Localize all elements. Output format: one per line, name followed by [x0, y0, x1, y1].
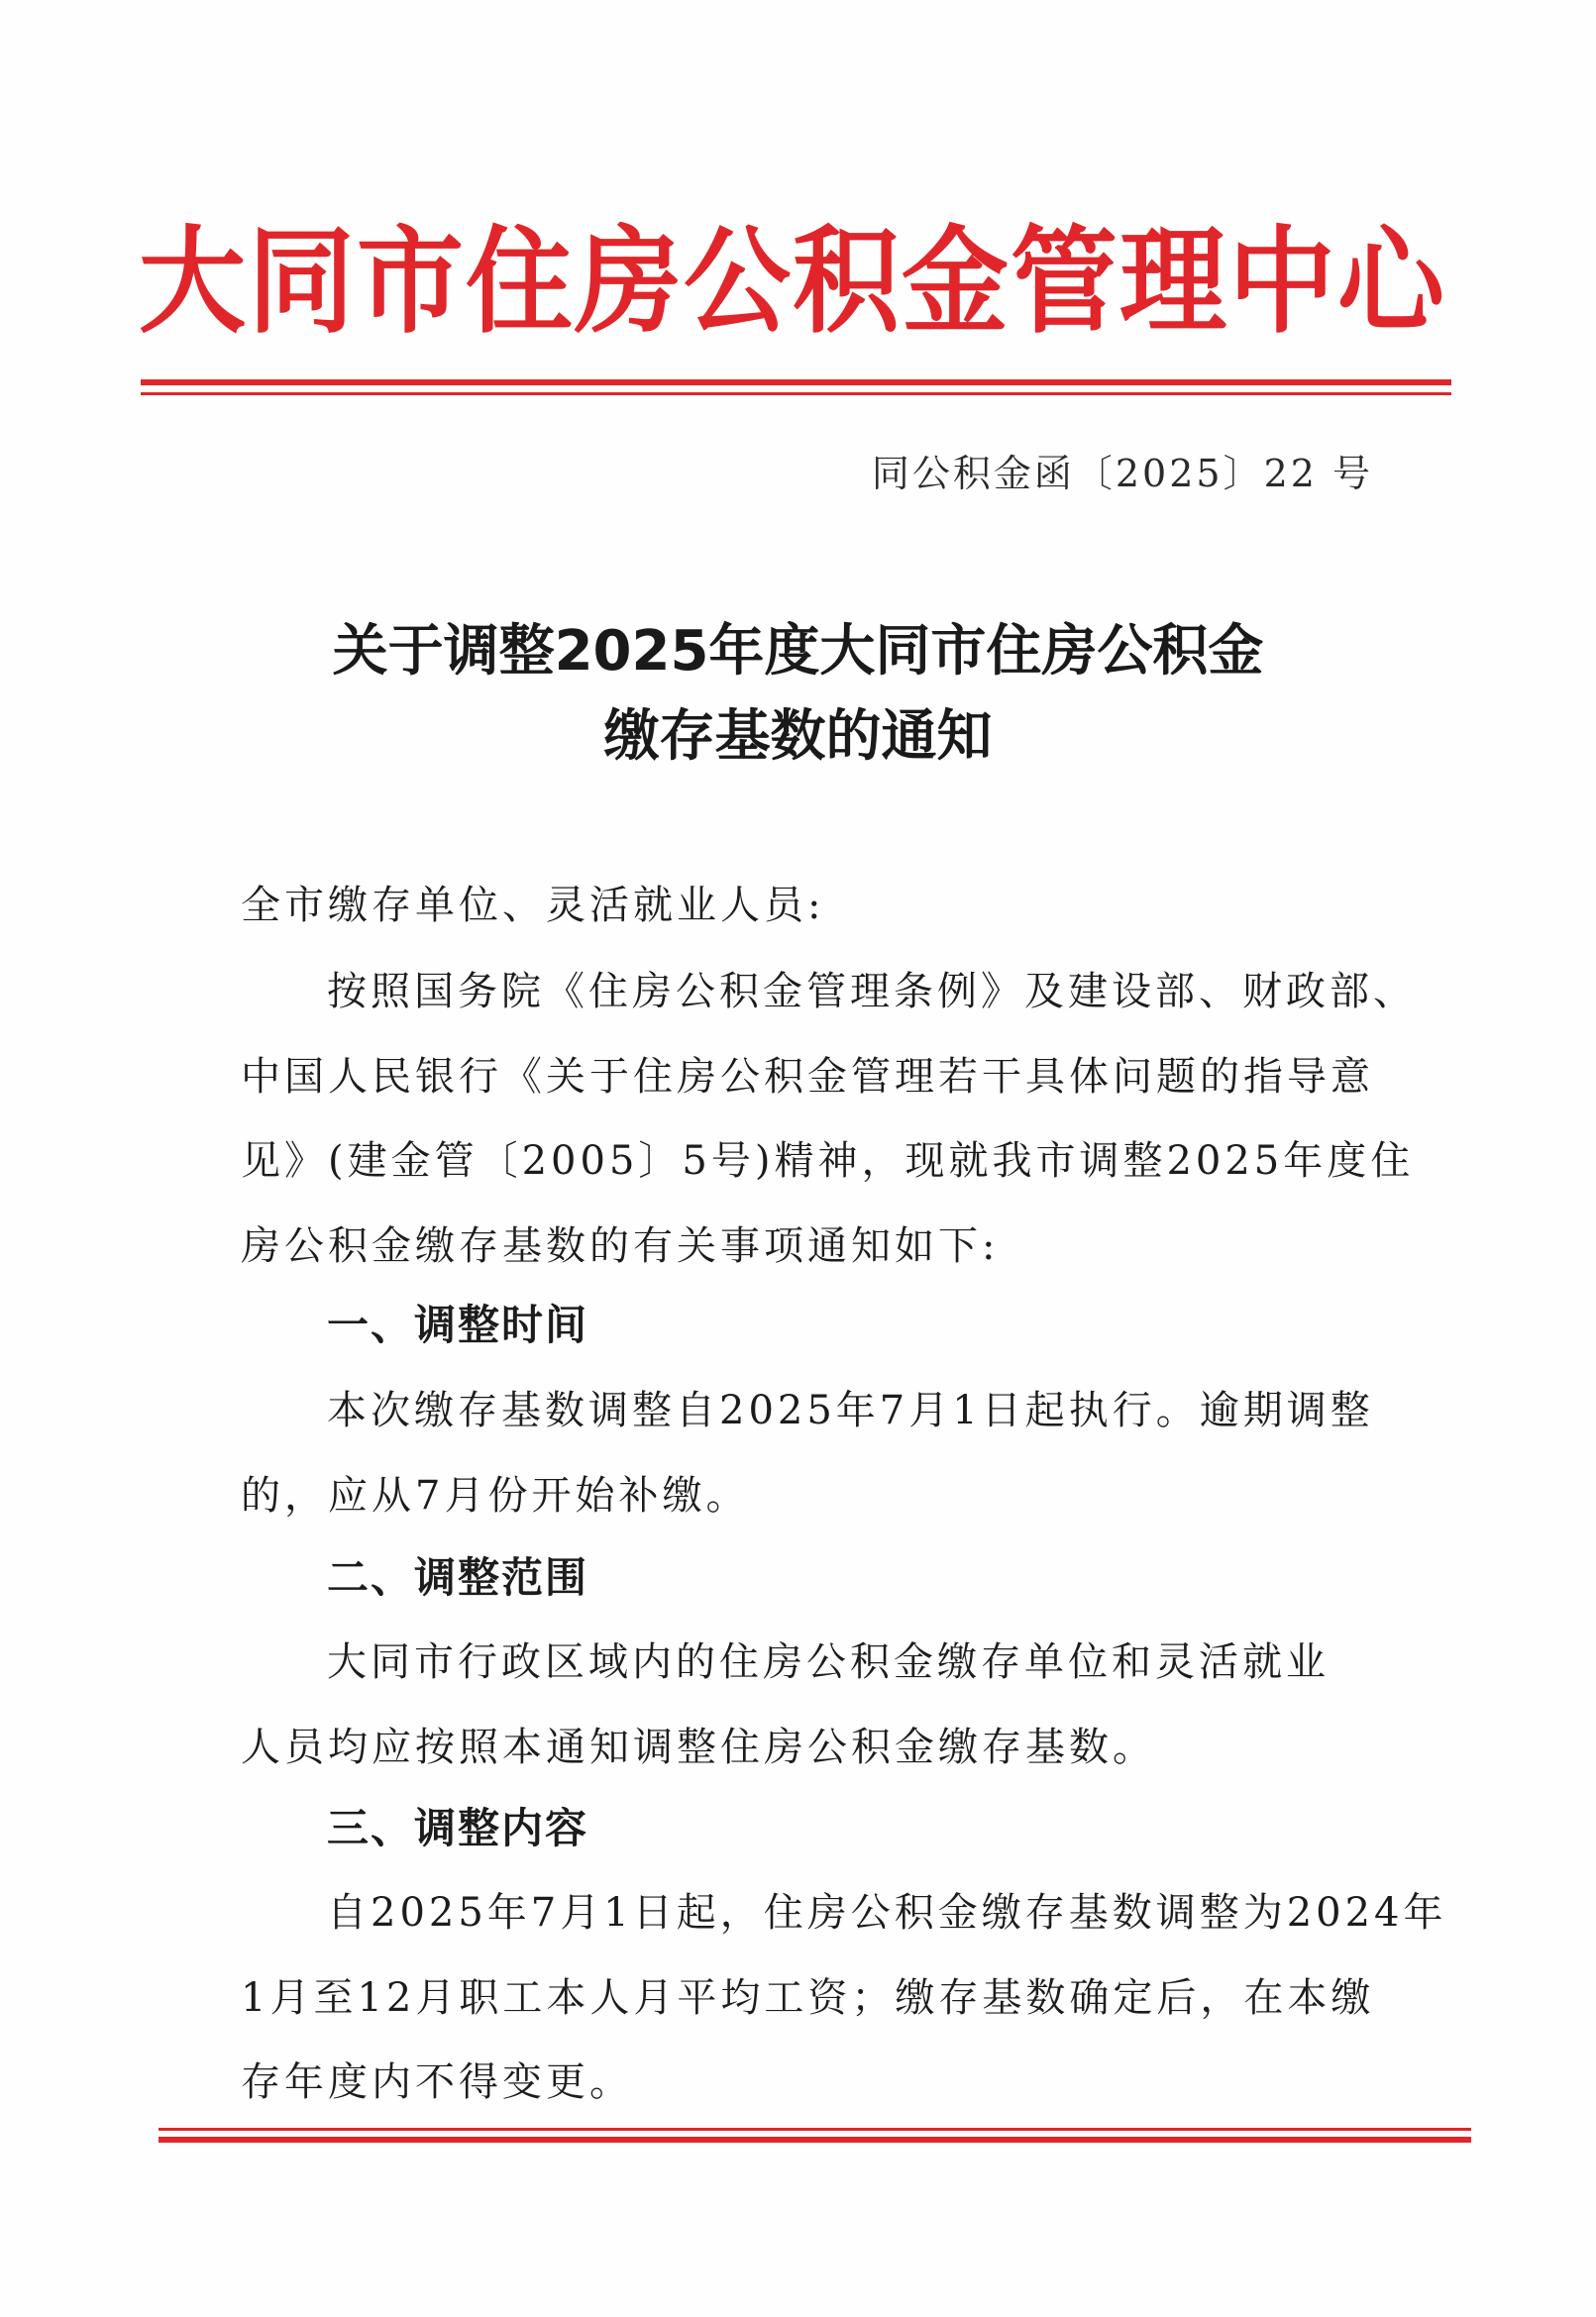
- footer-rule-thick: [159, 2137, 1471, 2143]
- section-heading: 二、调整范围: [327, 1553, 589, 1602]
- section-line: 的，应从7月份开始补缴。: [241, 1473, 750, 1519]
- section-line: 自2025年7月1日起，住房公积金缴存基数调整为2024年: [327, 1890, 1447, 1936]
- intro-line: 见》(建金管〔2005〕5号)精神，现就我市调整2025年度住: [241, 1138, 1415, 1184]
- intro-line: 房公积金缴存基数的有关事项通知如下:: [241, 1223, 1000, 1269]
- salutation: 全市缴存单位、灵活就业人员:: [241, 883, 825, 928]
- section-line: 本次缴存基数调整自2025年7月1日起执行。逾期调整: [327, 1388, 1374, 1433]
- section-line: 1月至12月职工本人月平均工资；缴存基数确定后，在本缴: [241, 1975, 1375, 2021]
- section-line: 人员均应按照本通知调整住房公积金缴存基数。: [241, 1725, 1156, 1770]
- document-number: 同公积金函〔2025〕22 号: [871, 452, 1373, 495]
- section-heading: 一、调整时间: [327, 1301, 589, 1349]
- document-title-line-2: 缴存基数的通知: [603, 704, 993, 769]
- footer-rule-thin: [159, 2128, 1471, 2131]
- intro-line: 按照国务院《住房公积金管理条例》及建设部、财政部、: [327, 969, 1417, 1014]
- letterhead-rule-thick: [141, 379, 1451, 385]
- intro-line: 中国人民银行《关于住房公积金管理若干具体问题的指导意: [241, 1054, 1374, 1100]
- document-title-line-1: 关于调整2025年度大同市住房公积金: [332, 619, 1264, 684]
- letterhead-rule-thin: [141, 392, 1451, 395]
- section-heading: 三、调整内容: [327, 1804, 589, 1852]
- section-line: 大同市行政区域内的住房公积金缴存单位和灵活就业: [327, 1639, 1330, 1685]
- section-line: 存年度内不得变更。: [241, 2059, 633, 2105]
- agency-letterhead: 大同市住房公积金管理中心: [139, 215, 1447, 350]
